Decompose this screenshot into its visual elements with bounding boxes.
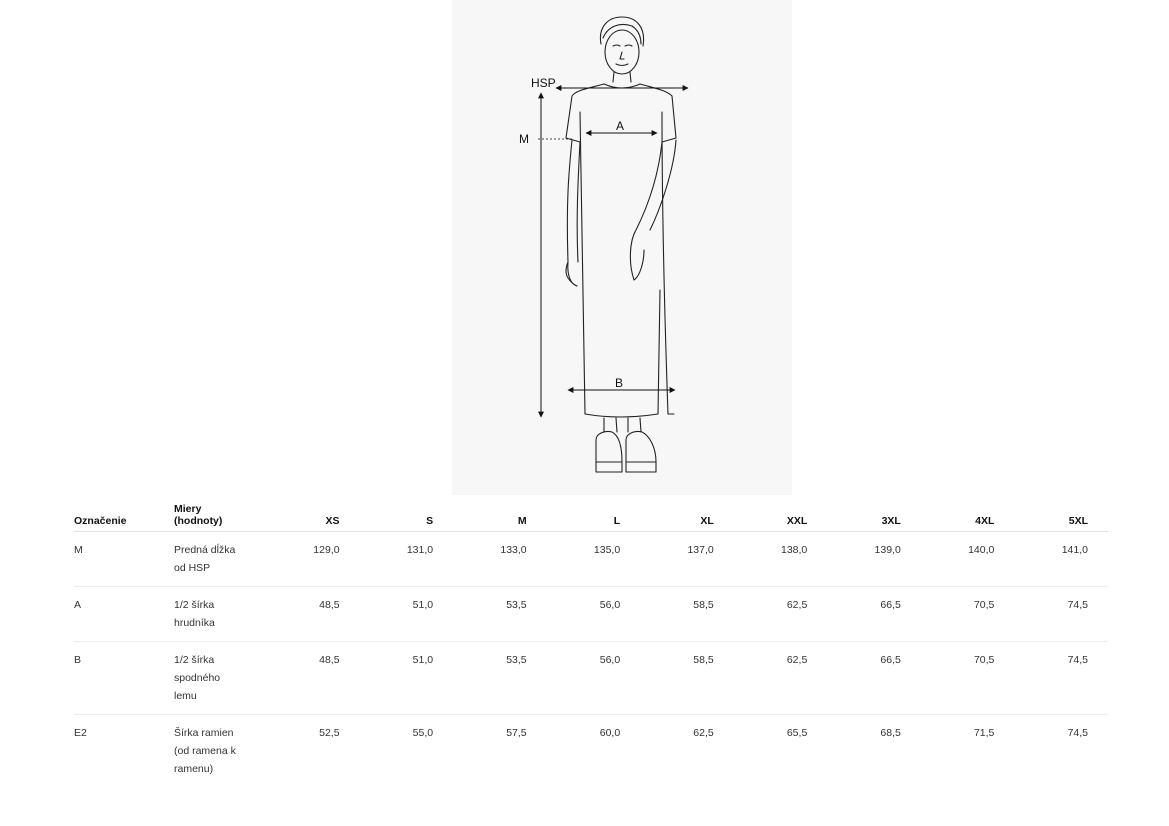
row-value-5xl: 74,5 [1067,727,1088,739]
label-hsp: HSP [531,76,556,90]
row-value-s: 131,0 [360,532,454,587]
row-designation: A [74,587,174,642]
label-a: A [616,119,625,133]
row-value-4xl: 70,5 [921,642,1015,715]
header-size-4xl: 4XL [921,497,1015,532]
table-header-row [74,497,1108,532]
table-row [74,532,1108,587]
row-value-m: 133,0 [453,532,547,587]
row-value-4xl: 140,0 [921,532,1015,587]
row-value-3xl: 68,5 [880,727,901,739]
row-value-5xl: 74,5 [1014,587,1108,642]
header-size-xxl: XXL [734,497,828,532]
row-value-3xl: 66,5 [827,642,921,715]
header-size-5xl: 5XL [1014,497,1108,532]
row-value-4xl: 71,5 [973,727,995,739]
row-value-xs: 129,0 [266,532,360,587]
row-value-xxl: 138,0 [734,532,828,587]
header-size-m: M [453,497,547,532]
row-value-xs: 48,5 [266,587,360,642]
label-m: M [519,132,529,146]
row-value-xxl: 62,5 [734,642,828,715]
row-value-xl: 137,0 [640,532,734,587]
row-value-l: 56,0 [547,642,641,715]
header-size-s: S [360,497,454,532]
row-value-xxl: 65,5 [786,727,808,739]
row-measurement-description: 1/2 šírka hrudníka [174,587,266,642]
woman-in-dress-drawing [566,17,676,472]
table-row [74,715,1108,788]
row-value-s: 55,0 [412,727,434,739]
row-value-5xl: 74,5 [1014,642,1108,715]
row-value-l: 56,0 [547,587,641,642]
row-measurement-description: 1/2 šírka spodného lemu [174,642,266,715]
row-value-xs: 52,5 [319,727,340,739]
row-value-4xl: 70,5 [921,587,1015,642]
row-value-m: 53,5 [453,642,547,715]
row-measurement-description: Šírka ramien (od ramena k ramenu) [174,727,236,775]
row-designation: E2 [74,727,87,739]
row-value-xl: 58,5 [640,642,734,715]
label-b: B [615,376,624,390]
row-value-3xl: 139,0 [827,532,921,587]
dress-figure-svg [452,0,792,495]
row-value-l: 60,0 [599,727,621,739]
header-size-l: L [547,497,641,532]
table-body [74,532,1108,788]
row-value-m: 53,5 [453,587,547,642]
row-value-3xl: 66,5 [827,587,921,642]
row-designation: M [74,532,174,587]
row-value-xxl: 62,5 [734,587,828,642]
garment-measurement-illustration [452,0,792,495]
row-measurement-description: Predná dĺžka od HSP [174,532,266,587]
table-row [74,642,1108,715]
row-value-5xl: 141,0 [1014,532,1108,587]
header-size-xl: XL [640,497,734,532]
row-designation: B [74,642,174,715]
row-value-s: 51,0 [360,587,454,642]
table-row [74,587,1108,642]
header-size-3xl: 3XL [827,497,921,532]
header-measurements: Miery (hodnoty) [174,497,266,532]
row-value-s: 51,0 [360,642,454,715]
row-value-xl: 62,5 [693,727,714,739]
header-designation: Označenie [74,497,174,532]
header-size-xs: XS [266,497,360,532]
row-value-m: 57,5 [506,727,527,739]
row-value-l: 135,0 [547,532,641,587]
row-value-xs: 48,5 [266,642,360,715]
size-chart-table [74,497,1108,787]
row-value-xl: 58,5 [640,587,734,642]
